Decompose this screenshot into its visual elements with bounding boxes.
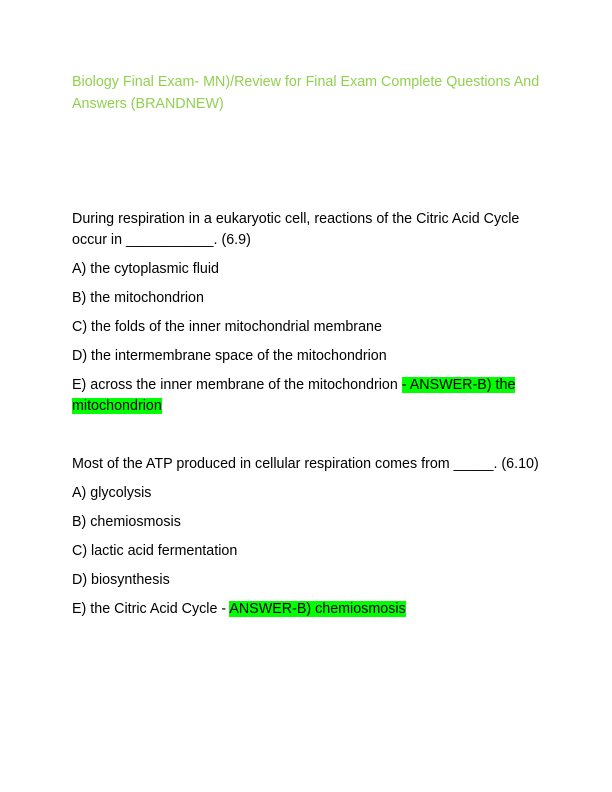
question-2-option-b: B) chemiosmosis bbox=[72, 514, 181, 530]
question-1-option-e-line bbox=[72, 375, 542, 417]
question-2 bbox=[72, 454, 542, 628]
question-2-answer: ANSWER-B) chemiosmosis bbox=[229, 601, 406, 617]
question-2-option-e: E) the Citric Acid Cycle - bbox=[72, 601, 230, 617]
question-2-option-d: D) biosynthesis bbox=[72, 572, 170, 588]
question-1-stem: During respiration in a eukaryotic cell, reactions of the Citric Acid Cycle occur in ___________. (6.9) bbox=[72, 211, 520, 248]
question-1-option-d: D) the intermembrane space of the mitochondrion bbox=[72, 348, 387, 364]
question-1-answer: - ANSWER-B) the mitochondrion bbox=[72, 377, 516, 414]
question-2-option-c: C) lactic acid fermentation bbox=[72, 543, 238, 559]
question-1-option-e: E) across the inner membrane of the mitochondrion bbox=[72, 377, 402, 393]
document-title: Biology Final Exam- MN)/Review for Final Exam Complete Questions And Answers (BRANDNEW) bbox=[72, 74, 540, 112]
question-1-option-b: B) the mitochondrion bbox=[72, 290, 204, 306]
question-1-option-c: C) the folds of the inner mitochondrial membrane bbox=[72, 319, 382, 335]
question-2-option-e-line bbox=[72, 599, 542, 620]
question-1 bbox=[72, 209, 542, 425]
question-2-option-a: A) glycolysis bbox=[72, 485, 152, 501]
question-1-option-a: A) the cytoplasmic fluid bbox=[72, 261, 219, 277]
question-2-stem: Most of the ATP produced in cellular respiration comes from _____. (6.10) bbox=[72, 456, 539, 472]
